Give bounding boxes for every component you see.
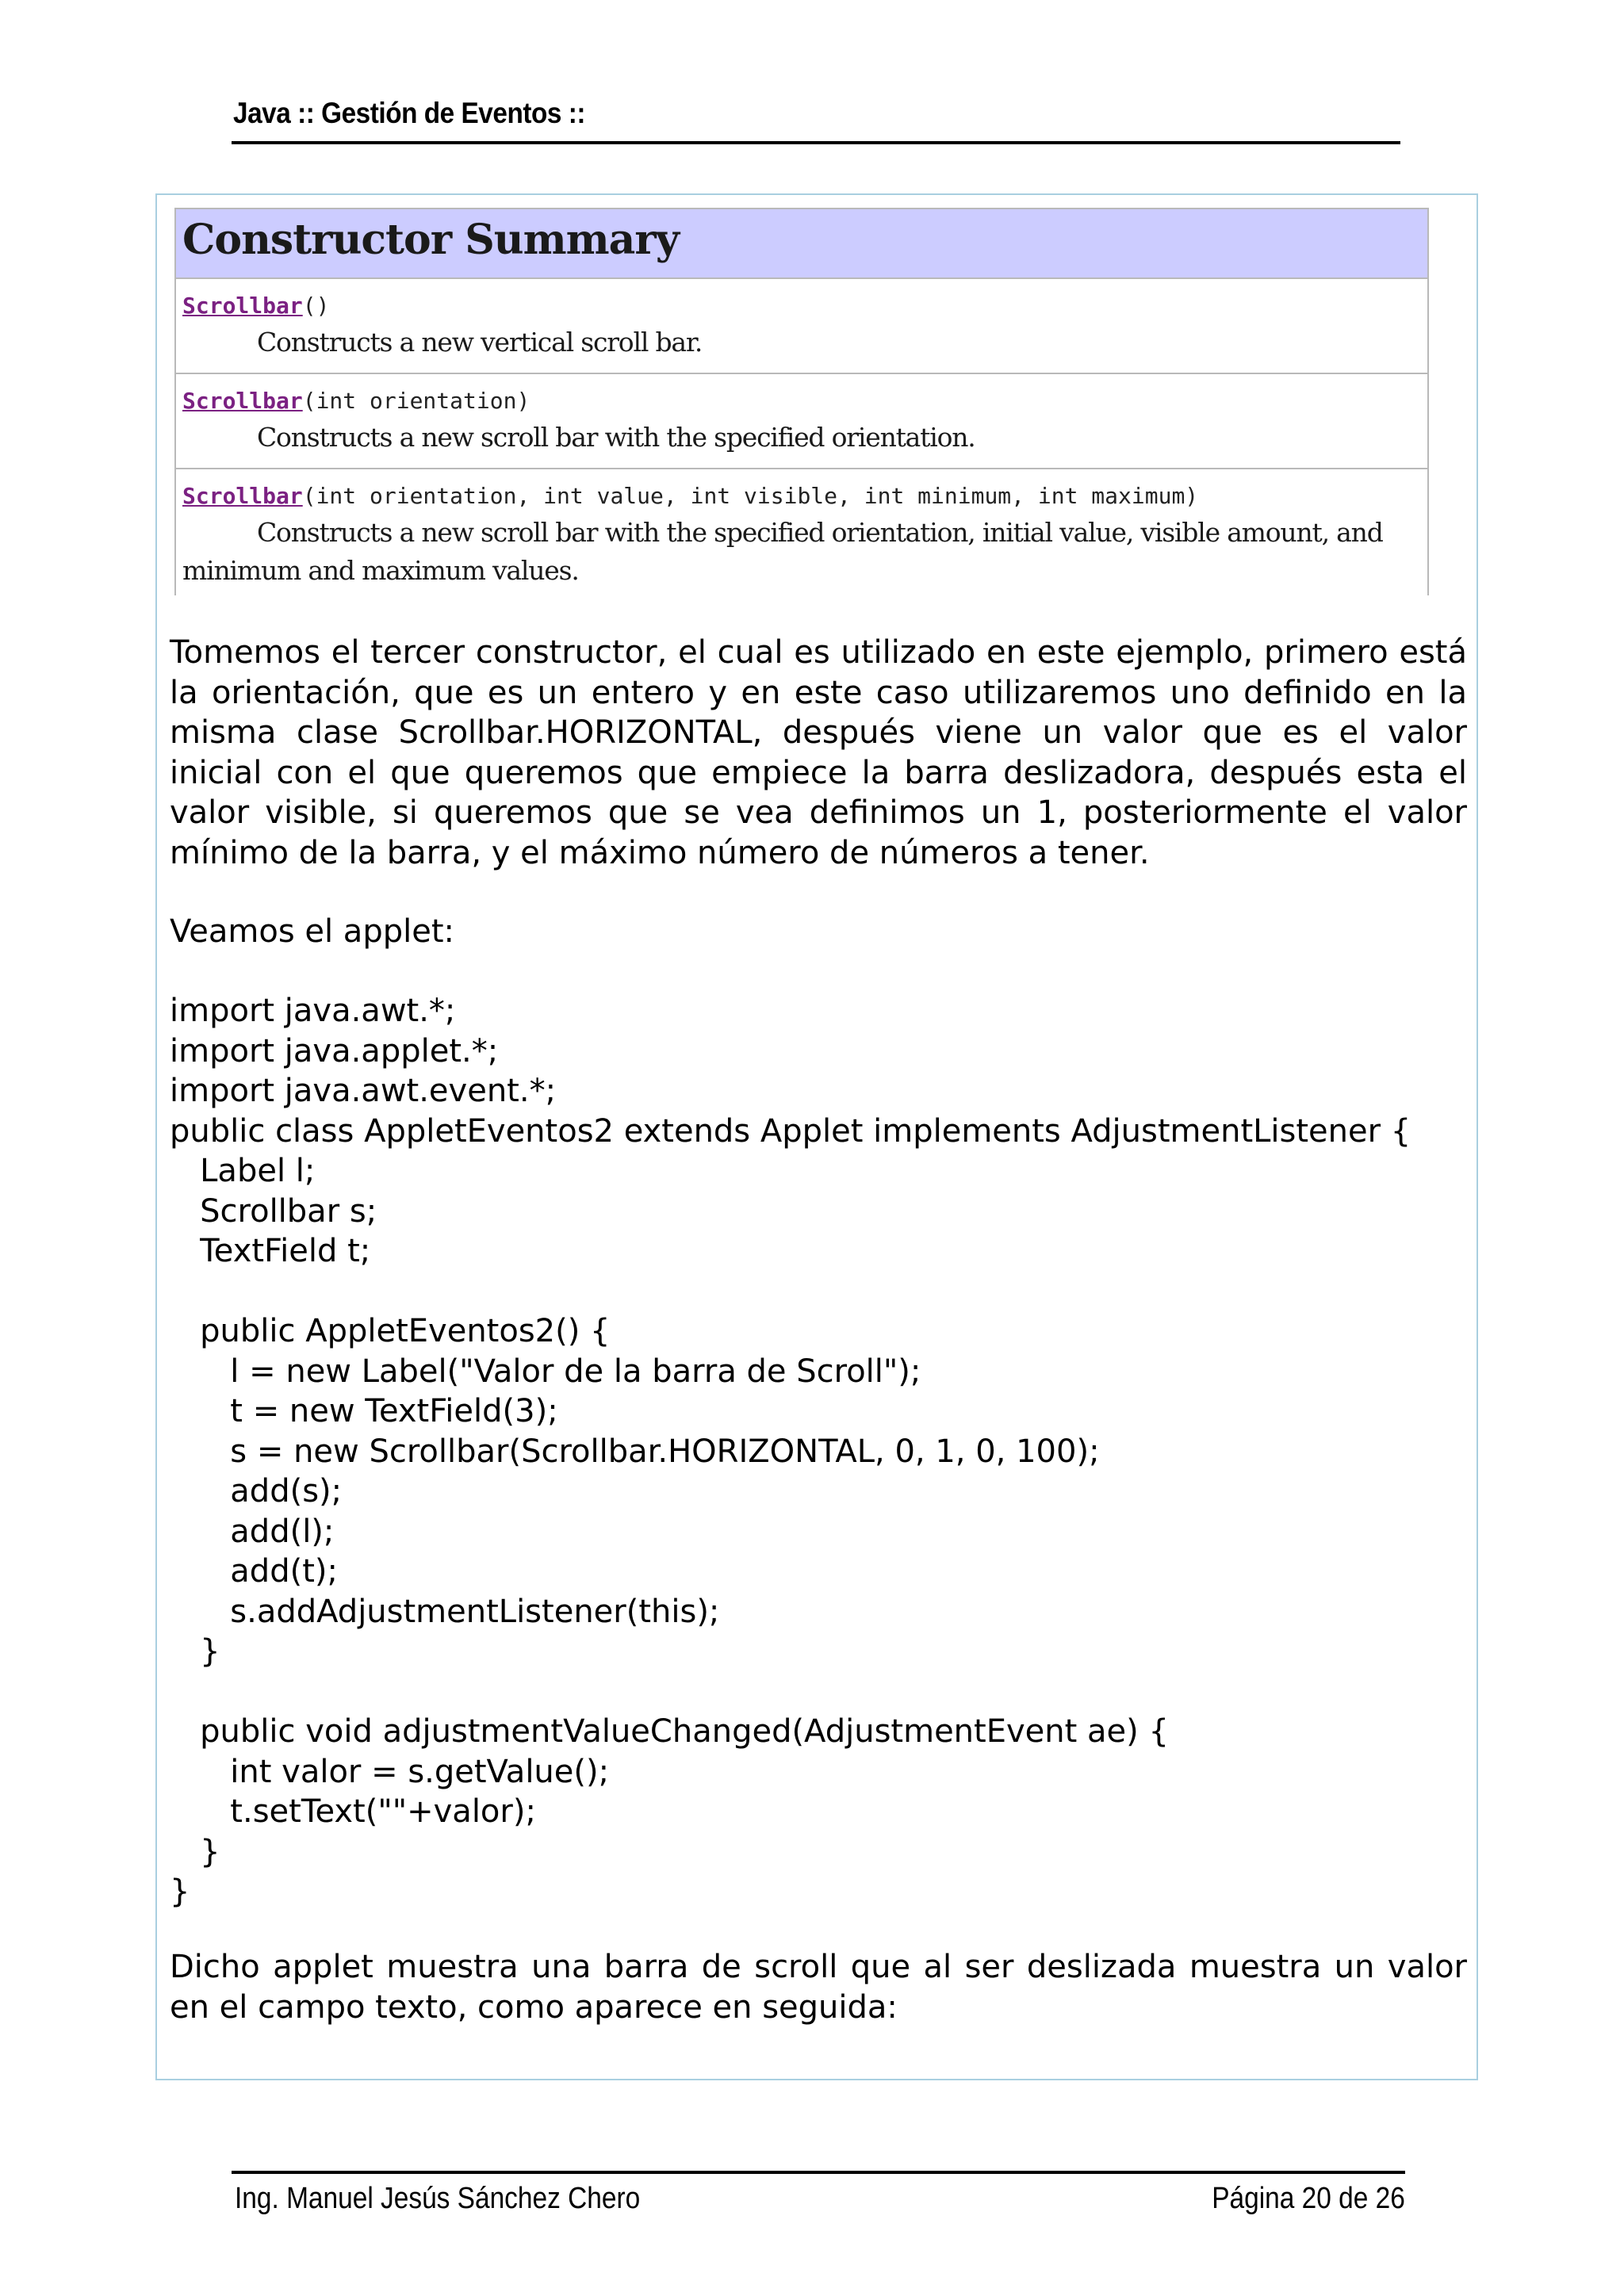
code-line: TextField t; <box>170 1233 371 1269</box>
constructor-description-text: Constructs a new scroll bar with the specified orientation. <box>257 422 975 453</box>
code-line: } <box>170 1873 190 1910</box>
constructor-description-text: Constructs a new scroll bar with the specified orientation, initial value, visible amount, and minimum and maximum values. <box>182 517 1383 586</box>
constructor-row <box>175 469 1428 595</box>
constructor-signature <box>182 292 1421 320</box>
code-line: } <box>170 1633 220 1670</box>
code-line: int valor = s.getValue(); <box>170 1753 610 1790</box>
code-line: add(t); <box>170 1553 338 1590</box>
code-block <box>170 991 1467 1912</box>
code-line: add(l); <box>170 1513 335 1550</box>
code-line: public class AppletEventos2 extends Applet implements AdjustmentListener { <box>170 1112 1411 1150</box>
code-line: s.addAdjustmentListener(this); <box>170 1593 720 1630</box>
constructor-description <box>182 514 1421 590</box>
content-frame <box>155 193 1478 2080</box>
constructor-description <box>182 419 1421 457</box>
constructor-summary-table <box>174 208 1429 595</box>
code-line: public void adjustmentValueChanged(AdjustmentEvent ae) { <box>170 1713 1169 1750</box>
constructor-params: () <box>302 293 330 319</box>
constructor-link[interactable]: Scrollbar <box>182 483 303 509</box>
constructor-row <box>175 373 1428 469</box>
veamos-paragraph: Veamos el applet: <box>170 913 454 950</box>
constructor-summary-heading: Constructor Summary <box>175 209 1428 278</box>
page-number: Página 20 de 26 <box>1212 2182 1405 2215</box>
constructor-params: (int orientation, int value, int visible, int minimum, int maximum) <box>302 483 1199 509</box>
constructor-signature <box>182 482 1421 511</box>
code-line: import java.applet.*; <box>170 1032 499 1070</box>
constructor-row <box>175 278 1428 373</box>
code-line: public AppletEventos2() { <box>170 1313 611 1349</box>
constructor-link[interactable]: Scrollbar <box>182 388 303 414</box>
code-line <box>170 1672 1467 1712</box>
code-line: add(s); <box>170 1473 343 1510</box>
header-title: Java :: Gestión de Eventos :: <box>233 97 586 129</box>
code-line: s = new Scrollbar(Scrollbar.HORIZONTAL, 0, 1, 0, 100); <box>170 1433 1100 1470</box>
constructor-description-text: Constructs a new vertical scroll bar. <box>257 327 703 358</box>
code-line: Label l; <box>170 1153 316 1189</box>
constructor-signature <box>182 387 1421 415</box>
code-line: t = new TextField(3); <box>170 1393 558 1429</box>
constructor-link[interactable]: Scrollbar <box>182 293 303 319</box>
constructor-description <box>182 323 1421 362</box>
code-line: } <box>170 1833 220 1870</box>
closing-paragraph: Dicho applet muestra una barra de scroll que al ser deslizada muestra un valor en el campo texto, como aparece en seguida: <box>170 1949 1467 2026</box>
code-line: t.setText(""+valor); <box>170 1793 536 1830</box>
code-line: Scrollbar s; <box>170 1192 377 1230</box>
constructor-summary-header-row <box>175 209 1428 278</box>
constructor-params: (int orientation) <box>302 388 530 414</box>
code-line <box>170 1272 1467 1312</box>
code-line: import java.awt.*; <box>170 993 456 1029</box>
intro-paragraph: Tomemos el tercer constructor, el cual es utilizado en este ejemplo, primero está la orientación, que es un entero y en este caso utilizaremos uno definido en la misma clase Scrollbar.HORIZONTAL, después viene un valor que es el valor inicial con el que queremos que empiece la barra deslizadora, después esta el valor visible, si queremos que se vea definimos un 1, posteriormente el valor mínimo de la barra, y el máximo número de números a tener. <box>170 634 1467 871</box>
code-line: l = new Label("Valor de la barra de Scroll"); <box>170 1353 921 1390</box>
footer-author: Ing. Manuel Jesús Sánchez Chero <box>235 2182 641 2215</box>
page-header <box>232 97 1400 144</box>
code-line: import java.awt.event.*; <box>170 1073 557 1109</box>
page-footer <box>232 2171 1405 2221</box>
